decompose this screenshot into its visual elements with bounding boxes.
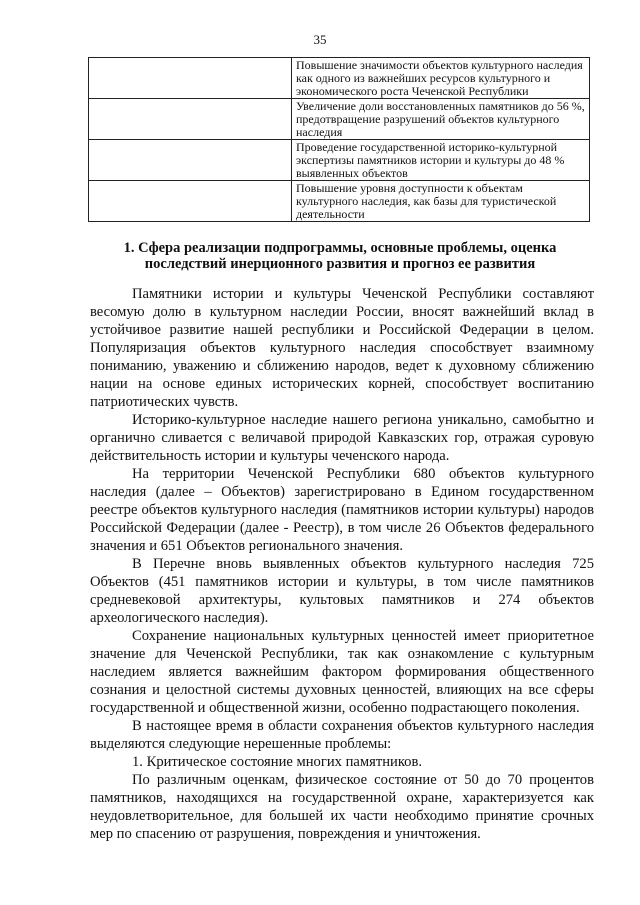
paragraph: По различным оценкам, физическое состояние от 50 до 70 процентов памятников, находящихся на государственной охране, характеризуется как неудовлетворительное, для большей их части необходимо принятие срочных мер по спасению от разрушения, повреждения и уничтожения. — [90, 772, 594, 842]
paragraph: В настоящее время в области сохранения объектов культурного наследия выделяются следующие нерешенные проблемы: — [90, 718, 594, 752]
page-number: 35 — [313, 32, 327, 47]
outcomes-table — [88, 57, 590, 222]
table-cell-left — [89, 99, 292, 140]
body-text — [90, 285, 594, 843]
section-title: 1. Сфера реализации подпрограммы, основные проблемы, оценка последствий инерционного развития и прогноз ее развития — [123, 240, 557, 272]
list-item: 1. Критическое состояние многих памятников. — [132, 754, 423, 770]
table-cell-outcome: Повышение значимости объектов культурного наследия как одного из важнейших ресурсов культурного и экономического роста Чеченской Республики — [292, 58, 590, 99]
paragraph: Историко-культурное наследие нашего региона уникально, самобытно и органично сливается с величавой природой Кавказских гор, отражая суровую действительность истории и культуры чеченского народа. — [90, 412, 594, 464]
table-cell-left — [89, 181, 292, 222]
table-cell-left — [89, 140, 292, 181]
table-cell-outcome: Проведение государственной историко-культурной экспертизы памятников истории и культуры до 48 % выявленных объектов — [292, 140, 590, 181]
table-row — [89, 99, 590, 140]
paragraph: Сохранение национальных культурных ценностей имеет приоритетное значение для Чеченской Республики, так как ознакомление с культурным наследием является важнейшим фактором формирования общественного сознания и целостной системы духовных ценностей, влияющих на все сферы государственной и общественной жизни, особенно подрастающего поколения. — [90, 628, 594, 716]
table-row — [89, 140, 590, 181]
table-row — [89, 181, 590, 222]
table-row — [89, 58, 590, 99]
paragraph: В Перечне вновь выявленных объектов культурного наследия 725 Объектов (451 памятников истории и культуры, в том числе памятников средневековой архитектуры, культовых памятников и 274 объектов археологического наследия). — [90, 556, 594, 626]
table-cell-outcome: Увеличение доли восстановленных памятников до 56 %, предотвращение разрушений объектов культурного наследия — [292, 99, 590, 140]
paragraph: Памятники истории и культуры Чеченской Республики составляют весомую долю в культурном наследии России, вносят важнейший вклад в устойчивое развитие нашей республики и Российской Федерации в целом. Популяризация объектов культурного наследия способствует взаимному пониманию, уважению и сближению народов, ведет к духовному сближению нации на основе единых исторических корней, способствует воспитанию патриотических чувств. — [90, 286, 594, 410]
table-cell-outcome: Повышение уровня доступности к объектам культурного наследия, как базы для туристической деятельности — [292, 181, 590, 222]
table-cell-left — [89, 58, 292, 99]
paragraph: На территории Чеченской Республики 680 объектов культурного наследия (далее – Объектов) зарегистрировано в Едином государственном реестре объектов культурного наследия (памятников истории культуры) народов Российской Федерации (далее - Реестр), в том числе 26 Объектов федерального значения и 651 Объектов регионального значения. — [90, 466, 594, 554]
